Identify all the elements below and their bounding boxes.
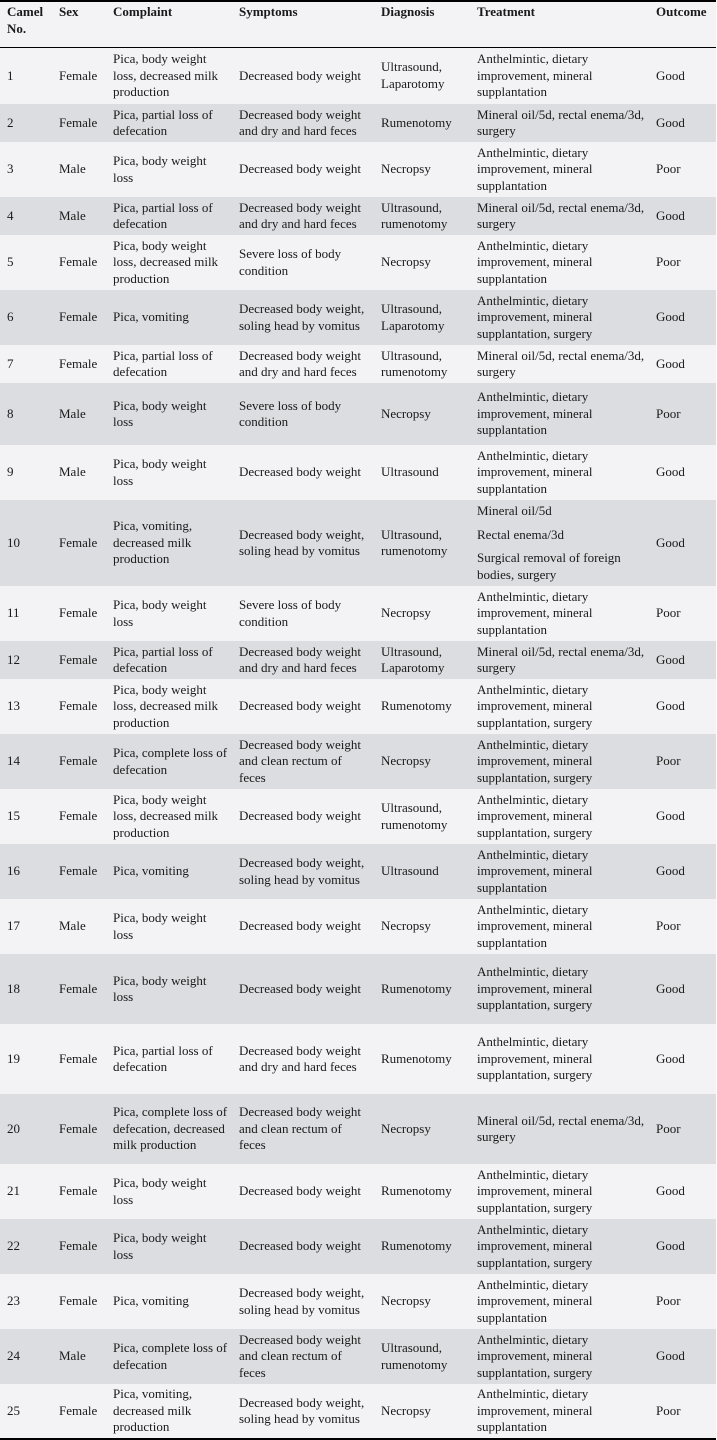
cell-complaint: Pica, body weight loss, decreased milk production <box>113 237 219 286</box>
cell-outcome: Good <box>656 863 685 879</box>
cell-diagnosis: Ultrasound <box>381 464 439 480</box>
cell-complaint: Pica, body weight loss <box>113 153 207 185</box>
cell-sex: Female <box>59 1050 98 1066</box>
cell-diagnosis: Rumenotomy <box>381 1238 452 1254</box>
cell-complaint: Pica, body weight loss <box>113 1230 207 1262</box>
cell-treatment <box>470 500 649 586</box>
cell-treatment: Mineral oil/5d, rectal enema/3d, surgery <box>477 643 645 675</box>
cell-diagnosis: Ultrasound <box>381 863 439 879</box>
cell-outcome: Good <box>656 980 685 996</box>
cell-sex: Male <box>59 1348 86 1364</box>
cell-treatment: Mineral oil/5d, rectal enema/3d, surgery <box>477 199 645 231</box>
table-row <box>0 899 716 954</box>
cell-diagnosis: Necropsy <box>381 918 431 934</box>
cell-camel-no: 17 <box>7 918 20 934</box>
cell-complaint: Pica, vomiting <box>113 1293 189 1309</box>
table-row <box>0 789 716 844</box>
cell-diagnosis: Rumenotomy <box>381 698 452 714</box>
cell-sex: Female <box>59 1183 98 1199</box>
cell-outcome: Good <box>656 808 685 824</box>
cell-camel-no: 10 <box>7 534 20 550</box>
cell-sex: Female <box>59 1402 98 1418</box>
cell-treatment: Anthelmintic, dietary improvement, mineral supplantation <box>477 144 593 193</box>
cell-camel-no: 4 <box>7 207 14 223</box>
cell-complaint: Pica, vomiting, decreased milk production <box>113 518 193 567</box>
cell-outcome: Good <box>656 1238 685 1254</box>
cell-outcome: Good <box>656 464 685 480</box>
cell-diagnosis: Necropsy <box>381 405 431 421</box>
cell-outcome: Poor <box>656 753 681 769</box>
cell-treatment: Anthelmintic, dietary improvement, mineral supplantation, surgery <box>477 791 593 840</box>
cell-treatment: Anthelmintic, dietary improvement, mineral supplantation, surgery <box>477 1221 593 1270</box>
cell-sex: Female <box>59 67 98 83</box>
cell-complaint: Pica, body weight loss <box>113 910 207 942</box>
cell-complaint: Pica, partial loss of defecation <box>113 199 213 231</box>
cell-outcome: Poor <box>656 161 681 177</box>
cell-camel-no: 11 <box>7 605 20 621</box>
cell-complaint: Pica, vomiting <box>113 309 189 325</box>
cell-outcome: Good <box>656 207 685 223</box>
cell-sex: Female <box>59 254 98 270</box>
cell-sex: Male <box>59 918 86 934</box>
cell-sex: Female <box>59 1293 98 1309</box>
cell-camel-no: 18 <box>7 980 20 996</box>
cell-symptoms: Decreased body weight and clean rectum of feces <box>239 736 362 785</box>
cell-treatment: Mineral oil/5d, rectal enema/3d, surgery <box>477 1112 645 1144</box>
cell-complaint: Pica, partial loss of defecation <box>113 347 213 379</box>
cell-camel-no: 1 <box>7 67 14 83</box>
cell-treatment: Anthelmintic, dietary improvement, mineral supplantation, surgery <box>477 1034 593 1083</box>
cell-camel-no: 9 <box>7 464 14 480</box>
cell-diagnosis: Rumenotomy <box>381 1050 452 1066</box>
header-treatment: Treatment <box>477 4 535 19</box>
cell-symptoms: Decreased body weight <box>239 980 362 996</box>
header-diagnosis: Diagnosis <box>381 4 435 19</box>
cell-outcome: Good <box>656 114 685 130</box>
cell-sex: Female <box>59 698 98 714</box>
table-row <box>0 586 716 641</box>
cell-sex: Male <box>59 207 86 223</box>
table-row <box>0 844 716 899</box>
cell-symptoms: Decreased body weight <box>239 808 362 824</box>
cell-treatment: Mineral oil/5d, rectal enema/3d, surgery <box>477 106 645 138</box>
cell-sex: Male <box>59 161 86 177</box>
treatment-line: Mineral oil/5d <box>477 503 552 518</box>
cell-outcome: Good <box>656 534 685 550</box>
cell-diagnosis: Necropsy <box>381 254 431 270</box>
table-row <box>0 500 716 586</box>
table-body <box>0 47 716 1439</box>
table-row <box>0 142 716 197</box>
cell-complaint: Pica, complete loss of defecation <box>113 745 228 777</box>
cell-outcome: Good <box>656 1050 685 1066</box>
cell-symptoms: Decreased body weight and clean rectum of feces <box>239 1104 362 1153</box>
cell-complaint: Pica, vomiting, decreased milk production <box>113 1386 193 1435</box>
cell-treatment: Anthelmintic, dietary improvement, mineral supplantation <box>477 389 593 438</box>
cell-camel-no: 15 <box>7 808 20 824</box>
cell-sex: Female <box>59 808 98 824</box>
cell-treatment: Anthelmintic, dietary improvement, mineral supplantation <box>477 51 593 99</box>
cell-sex: Female <box>59 605 98 621</box>
cell-camel-no: 25 <box>7 1402 20 1418</box>
cell-complaint: Pica, complete loss of defecation <box>113 1340 228 1372</box>
cell-treatment: Mineral oil/5d, rectal enema/3d, surgery <box>477 347 645 379</box>
cell-sex: Female <box>59 651 98 667</box>
table-row <box>0 383 716 445</box>
cell-symptoms: Decreased body weight and dry and hard feces <box>239 347 362 379</box>
cell-outcome: Poor <box>656 918 681 934</box>
cell-symptoms: Decreased body weight and dry and hard feces <box>239 106 362 138</box>
cell-treatment: Anthelmintic, dietary improvement, mineral supplantation <box>477 1386 593 1435</box>
cell-diagnosis: Rumenotomy <box>381 1183 452 1199</box>
table-row <box>0 345 716 383</box>
cell-symptoms: Decreased body weight and dry and hard feces <box>239 643 362 675</box>
cell-diagnosis: Ultrasound, Laparotomy <box>381 59 445 91</box>
cell-symptoms: Decreased body weight <box>239 67 362 83</box>
cell-outcome: Poor <box>656 1293 681 1309</box>
cell-camel-no: 23 <box>7 1293 20 1309</box>
cell-treatment: Anthelmintic, dietary improvement, mineral supplantation <box>477 1276 593 1325</box>
cell-outcome: Good <box>656 67 685 83</box>
cell-outcome: Poor <box>656 405 681 421</box>
cell-camel-no: 14 <box>7 753 20 769</box>
table-row <box>0 734 716 789</box>
cell-camel-no: 2 <box>7 114 14 130</box>
cell-diagnosis: Rumenotomy <box>381 980 452 996</box>
cell-diagnosis: Necropsy <box>381 753 431 769</box>
table-row <box>0 1164 716 1219</box>
cell-complaint: Pica, body weight loss, decreased milk production <box>113 681 219 730</box>
header-sex: Sex <box>59 4 79 19</box>
cell-outcome: Good <box>656 1348 685 1364</box>
treatment-line: Surgical removal of foreign bodies, surgery <box>477 550 621 582</box>
cell-treatment: Anthelmintic, dietary improvement, mineral supplantation, surgery <box>477 292 593 341</box>
cell-outcome: Good <box>656 698 685 714</box>
cell-outcome: Poor <box>656 1120 681 1136</box>
cell-camel-no: 21 <box>7 1183 20 1199</box>
table-row <box>0 47 716 104</box>
cell-outcome: Good <box>656 1183 685 1199</box>
table-row <box>0 197 716 235</box>
cell-camel-no: 7 <box>7 355 14 371</box>
cell-sex: Female <box>59 355 98 371</box>
cell-camel-no: 5 <box>7 254 14 270</box>
cell-camel-no: 12 <box>7 651 20 667</box>
cell-symptoms: Severe loss of body condition <box>239 597 342 629</box>
cell-diagnosis: Necropsy <box>381 605 431 621</box>
cell-treatment: Anthelmintic, dietary improvement, mineral supplantation, surgery <box>477 1331 593 1380</box>
cell-sex: Female <box>59 1238 98 1254</box>
cell-diagnosis: Ultrasound, rumenotomy <box>381 526 448 558</box>
cell-camel-no: 3 <box>7 161 14 177</box>
cell-diagnosis: Ultrasound, rumenotomy <box>381 199 448 231</box>
cell-outcome: Good <box>656 651 685 667</box>
cell-symptoms: Decreased body weight, soling head by vomitus <box>239 1285 365 1317</box>
cell-treatment: Anthelmintic, dietary improvement, mineral supplantation <box>477 237 593 286</box>
cell-sex: Male <box>59 464 86 480</box>
cell-complaint: Pica, body weight loss <box>113 972 207 1004</box>
cell-treatment: Anthelmintic, dietary improvement, mineral supplantation <box>477 588 593 637</box>
cell-symptoms: Severe loss of body condition <box>239 246 342 278</box>
table-row <box>0 1384 716 1439</box>
cell-sex: Female <box>59 309 98 325</box>
cell-treatment: Anthelmintic, dietary improvement, mineral supplantation, surgery <box>477 1166 593 1215</box>
table-row <box>0 235 716 290</box>
cell-treatment: Anthelmintic, dietary improvement, mineral supplantation, surgery <box>477 681 593 730</box>
cell-symptoms: Decreased body weight <box>239 698 362 714</box>
cell-symptoms: Decreased body weight <box>239 161 362 177</box>
table-row <box>0 1024 716 1094</box>
cell-sex: Female <box>59 534 98 550</box>
cell-sex: Female <box>59 980 98 996</box>
cell-complaint: Pica, partial loss of defecation <box>113 106 213 138</box>
cell-camel-no: 13 <box>7 698 20 714</box>
cell-complaint: Pica, body weight loss <box>113 456 207 488</box>
table-row <box>0 641 716 679</box>
cell-treatment: Anthelmintic, dietary improvement, mineral supplantation <box>477 846 593 895</box>
cell-outcome: Poor <box>656 254 681 270</box>
table-row <box>0 679 716 734</box>
cell-complaint: Pica, body weight loss <box>113 397 207 429</box>
cell-symptoms: Decreased body weight <box>239 464 362 480</box>
cell-sex: Female <box>59 1120 98 1136</box>
table-row <box>0 1274 716 1329</box>
cell-complaint: Pica, vomiting <box>113 863 189 879</box>
cell-sex: Male <box>59 405 86 421</box>
cell-complaint: Pica, partial loss of defecation <box>113 1042 213 1074</box>
cell-diagnosis: Ultrasound, rumenotomy <box>381 800 448 832</box>
cell-symptoms: Decreased body weight and dry and hard feces <box>239 1042 362 1074</box>
table-header <box>0 1 716 47</box>
cell-sex: Female <box>59 863 98 879</box>
cell-diagnosis: Rumenotomy <box>381 114 452 130</box>
cell-complaint: Pica, complete loss of defecation, decreased milk production <box>113 1104 228 1153</box>
table-row <box>0 1329 716 1384</box>
cell-treatment: Anthelmintic, dietary improvement, mineral supplantation <box>477 901 593 950</box>
table-row <box>0 1219 716 1274</box>
cell-symptoms: Decreased body weight, soling head by vomitus <box>239 1394 365 1426</box>
cell-symptoms: Decreased body weight, soling head by vomitus <box>239 526 365 558</box>
cell-sex: Female <box>59 753 98 769</box>
header-outcome: Outcome <box>656 4 707 19</box>
header-complaint: Complaint <box>113 4 173 19</box>
cell-symptoms: Decreased body weight, soling head by vomitus <box>239 301 365 333</box>
header-row <box>0 1 716 47</box>
cell-camel-no: 24 <box>7 1348 20 1364</box>
cell-diagnosis: Necropsy <box>381 1120 431 1136</box>
cell-camel-no: 8 <box>7 405 14 421</box>
table-row <box>0 104 716 142</box>
cell-diagnosis: Ultrasound, Laparotomy <box>381 643 445 675</box>
cell-treatment: Anthelmintic, dietary improvement, mineral supplantation, surgery <box>477 736 593 785</box>
cell-symptoms: Severe loss of body condition <box>239 397 342 429</box>
cell-symptoms: Decreased body weight and dry and hard feces <box>239 199 362 231</box>
table-row <box>0 1094 716 1164</box>
cell-complaint: Pica, body weight loss <box>113 1175 207 1207</box>
cell-treatment: Anthelmintic, dietary improvement, mineral supplantation <box>477 447 593 496</box>
cell-symptoms: Decreased body weight <box>239 1183 362 1199</box>
cell-diagnosis: Necropsy <box>381 1293 431 1309</box>
table-row <box>0 290 716 345</box>
cell-outcome: Poor <box>656 1402 681 1418</box>
cell-camel-no: 19 <box>7 1050 20 1066</box>
table-row <box>0 445 716 500</box>
cell-symptoms: Decreased body weight <box>239 918 362 934</box>
cell-camel-no: 16 <box>7 863 20 879</box>
cell-camel-no: 20 <box>7 1120 20 1136</box>
cell-sex: Female <box>59 114 98 130</box>
cell-camel-no: 22 <box>7 1238 20 1254</box>
cell-symptoms: Decreased body weight, soling head by vomitus <box>239 855 365 887</box>
cell-symptoms: Decreased body weight and clean rectum of feces <box>239 1331 362 1380</box>
cell-complaint: Pica, partial loss of defecation <box>113 643 213 675</box>
cell-complaint: Pica, body weight loss <box>113 597 207 629</box>
cell-treatment: Anthelmintic, dietary improvement, mineral supplantation, surgery <box>477 964 593 1013</box>
cell-outcome: Good <box>656 309 685 325</box>
cell-outcome: Poor <box>656 605 681 621</box>
cell-complaint: Pica, body weight loss, decreased milk production <box>113 51 219 99</box>
cell-diagnosis: Ultrasound, rumenotomy <box>381 1340 448 1372</box>
cell-diagnosis: Ultrasound, rumenotomy <box>381 347 448 379</box>
cell-symptoms: Decreased body weight <box>239 1238 362 1254</box>
header-camel-no: Camel No. <box>7 4 44 36</box>
cell-diagnosis: Necropsy <box>381 161 431 177</box>
cell-diagnosis: Necropsy <box>381 1402 431 1418</box>
cell-outcome: Good <box>656 355 685 371</box>
cell-diagnosis: Ultrasound, Laparotomy <box>381 301 445 333</box>
cell-camel-no: 6 <box>7 309 14 325</box>
header-symptoms: Symptoms <box>239 4 298 19</box>
cell-complaint: Pica, body weight loss, decreased milk production <box>113 791 219 840</box>
table-row <box>0 954 716 1024</box>
treatment-line: Rectal enema/3d <box>477 526 564 542</box>
